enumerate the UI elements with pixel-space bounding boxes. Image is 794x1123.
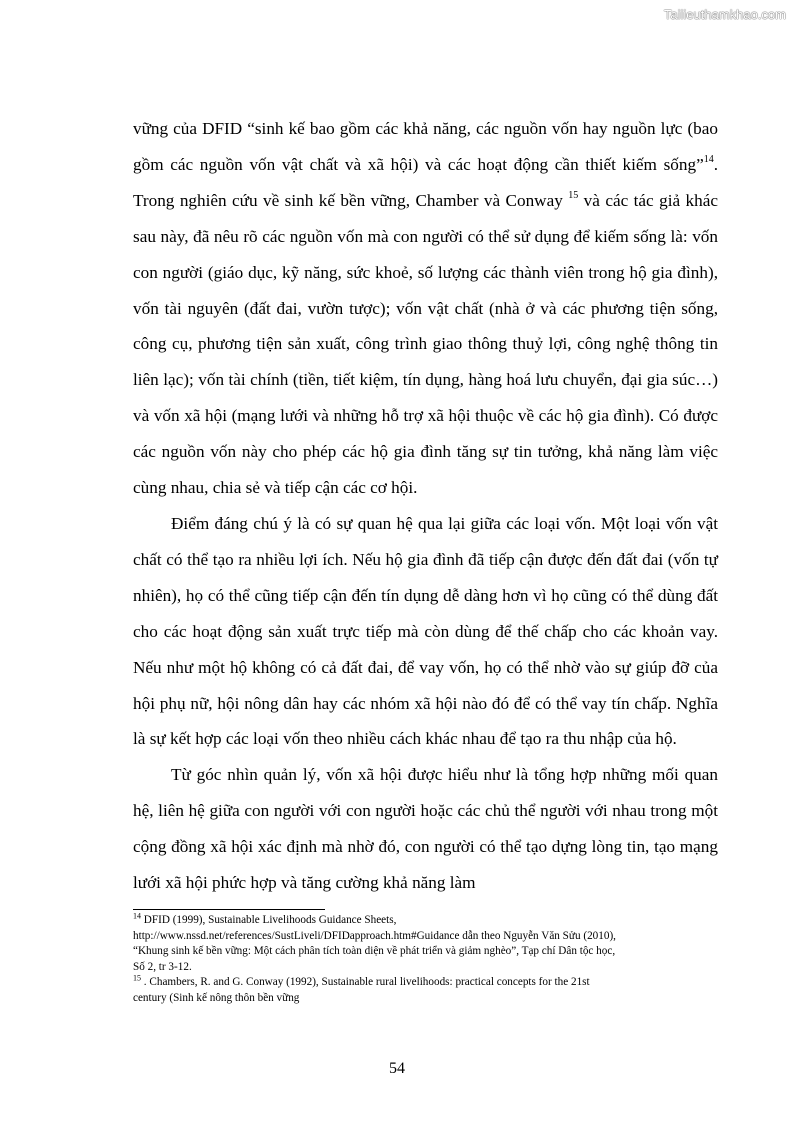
footnote-line: DFID (1999), Sustainable Livelihoods Guidance Sheets,	[141, 914, 397, 926]
footnote-ref-14[interactable]: 14	[703, 154, 714, 166]
paragraph-1-text-b: . Trong nghiên cứu về sinh kế bền vững, Chamber và Conway	[133, 154, 718, 210]
footnote-line: Số 2, tr 3-12.	[133, 960, 192, 973]
paragraph-1	[133, 111, 718, 506]
footnote-line: “Khung sinh kế bền vững: Một cách phân tích toàn diện về phát triển và giảm nghèo”, Tạp chí Dân tộc học,	[133, 945, 616, 958]
watermark: Tailieuthamkhao.com	[663, 7, 786, 22]
footnote-ref-15[interactable]: 15	[568, 190, 579, 202]
footnote-15	[133, 975, 723, 1006]
footnote-14	[133, 913, 723, 975]
paragraph-1-text-c: và các tác giả khác sau này, đã nêu rõ các nguồn vốn mà con người có thể sử dụng để kiếm sống là: vốn con người (giáo dục, kỹ năng, sức khoẻ, số lượng các thành viên trong hộ gia đình), vốn tài nguyên (đất đai, vườn tược); vốn vật chất (nhà ở và các phương tiện sống, công cụ, phương tiện sản xuất, công trình giao thông thuỷ lợi, công nghệ thông tin liên lạc); vốn tài chính (tiền, tiết kiệm, tín dụng, hàng hoá lưu chuyển, đại gia súc…) và vốn xã hội (mạng lưới và những hỗ trợ xã hội thuộc về các hộ gia đình). Có được các nguồn vốn này cho phép các hộ gia đình tăng sự tin tưởng, khả năng làm việc cùng nhau, chia sẻ và tiếp cận các cơ hội.	[133, 190, 718, 498]
footnote-line: century (Sinh kế nông thôn bền vững	[133, 991, 300, 1004]
footnote-number: 14	[133, 911, 141, 921]
paragraph-3: Từ góc nhìn quản lý, vốn xã hội được hiểu như là tổng hợp những mối quan hệ, liên hệ giữa con người với con người hoặc các chủ thể người với nhau trong một cộng đồng xã hội xác định mà nhờ đó, con người có thể tạo dựng lòng tin, tạo mạng lưới xã hội phức hợp và tăng cường khả năng làm	[133, 765, 718, 893]
footnotes	[133, 913, 723, 1007]
paragraph-1-text-a: vững của DFID “sinh kế bao gồm các khả năng, các nguồn vốn hay nguồn lực (bao gồm các nguồn vốn vật chất và xã hội) và các hoạt động cần thiết kiếm sống”	[133, 119, 718, 174]
footnote-separator	[133, 909, 325, 910]
footnote-line: . Chambers, R. and G. Conway (1992), Sustainable rural livelihoods: practical concepts for the 21st	[141, 976, 590, 989]
body-text	[133, 111, 718, 901]
paragraph-2: Điểm đáng chú ý là có sự quan hệ qua lại giữa các loại vốn. Một loại vốn vật chất có thể tạo ra nhiều lợi ích. Nếu hộ gia đình đã tiếp cận được đến đất đai (vốn tự nhiên), họ có thể cũng tiếp cận đến tín dụng dễ dàng hơn vì họ cũng có thể dùng đất cho các hoạt động sản xuất trực tiếp mà còn dùng để thế chấp cho các khoản vay. Nếu như một hộ không có cả đất đai, để vay vốn, họ có thể nhờ vào sự giúp đỡ của hội phụ nữ, hội nông dân hay các nhóm xã hội nào đó để có thể vay tín chấp. Nghĩa là sự kết hợp các loại vốn theo nhiều cách khác nhau để tạo ra thu nhập của hộ.	[133, 513, 718, 749]
page-number: 54	[389, 1060, 405, 1077]
footnote-number: 15	[133, 973, 141, 983]
footnote-link[interactable]: http://www.nssd.net/references/SustLiveli/DFIDapproach.htm#Guidance dẫn theo Nguyễn Văn Sửu (2010),	[133, 929, 616, 942]
